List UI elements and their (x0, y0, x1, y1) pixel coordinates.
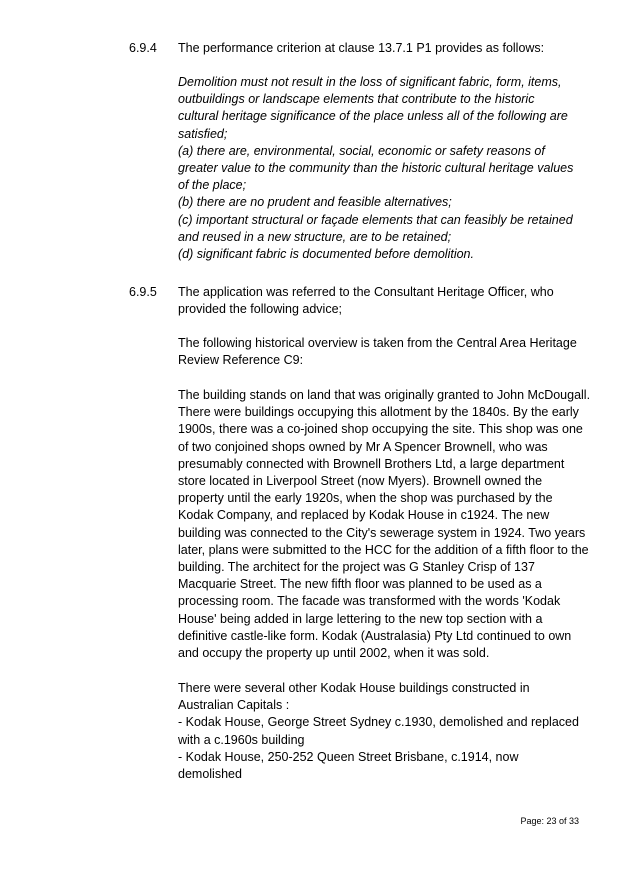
section-6-9-5-intro (178, 284, 554, 318)
historical-overview-intro (178, 335, 577, 369)
quote-line: (a) there are, environmental, social, economic or safety reasons of (178, 143, 545, 158)
section-number-6-9-5: 6.9.5 (129, 285, 157, 299)
other-line: demolished (178, 767, 242, 782)
quote-line: (b) there are no prudent and feasible alternatives; (178, 195, 452, 210)
section-number-6-9-4: 6.9.4 (129, 41, 157, 55)
page-number: Page: 23 of 33 (520, 816, 579, 826)
history-line: property until the early 1920s, when the shop was purchased by the (178, 491, 553, 506)
quote-line: cultural heritage significance of the place unless all of the following are (178, 109, 568, 124)
quote-line: (d) significant fabric is documented before demolition. (178, 247, 474, 262)
history-line: presumably connected with Brownell Brothers Ltd, a large department (178, 456, 565, 471)
history-line: House' being added in large lettering to the new top section with a (178, 611, 543, 626)
intro-line: The application was referred to the Consultant Heritage Officer, who (178, 285, 554, 299)
intro-line: provided the following advice; (178, 302, 342, 317)
quote-line: of the place; (178, 178, 247, 193)
quote-line: greater value to the community than the historic cultural heritage values (178, 161, 574, 176)
history-line: store located in Liverpool Street (now Myers). Brownell owned the (178, 474, 543, 489)
quote-line: outbuildings or landscape elements that contribute to the historic (178, 92, 535, 107)
overview-line: Review Reference C9: (178, 353, 304, 368)
other-line: with a c.1960s building (178, 732, 305, 747)
history-line: of two conjoined shops owned by Mr A Spencer Brownell, who was (178, 439, 548, 454)
performance-criterion-quote (178, 74, 573, 263)
history-line: 1900s, there was a co-joined shop occupying the site. This shop was one (178, 422, 583, 437)
history-line: Macquarie Street. The new fifth floor was planned to be used as a (178, 577, 542, 592)
history-line: building. The architect for the project was G Stanley Crisp of 137 (178, 560, 535, 575)
other-line: - Kodak House, George Street Sydney c.1930, demolished and replaced (178, 715, 579, 730)
history-line: processing room. The facade was transformed with the words 'Kodak (178, 594, 561, 609)
building-history-paragraph (178, 387, 590, 662)
quote-line: (c) important structural or façade elements that can feasibly be retained (178, 212, 573, 227)
section-6-9-4-intro: The performance criterion at clause 13.7.1 P1 provides as follows: (178, 41, 545, 55)
quote-line: satisfied; (178, 126, 228, 141)
history-line: building was connected to the City's sewerage system in 1924. Two years (178, 525, 586, 540)
history-line: definitive castle-like form. Kodak (Australasia) Pty Ltd continued to own (178, 628, 572, 643)
other-kodak-houses-paragraph (178, 680, 579, 783)
history-line: later, plans were submitted to the HCC for the addition of a fifth floor to the (178, 542, 589, 557)
history-line: There were buildings occupying this allotment by the 1840s. By the early (178, 405, 579, 420)
overview-line: The following historical overview is taken from the Central Area Heritage (178, 336, 577, 350)
quote-line: Demolition must not result in the loss of significant fabric, form, items, (178, 75, 562, 89)
other-line: Australian Capitals : (178, 698, 290, 713)
history-line: The building stands on land that was originally granted to John McDougall. (178, 388, 591, 402)
other-line: - Kodak House, 250-252 Queen Street Brisbane, c.1914, now (178, 749, 519, 764)
history-line: Kodak Company, and replaced by Kodak House in c1924. The new (178, 508, 550, 523)
history-line: and occupy the property up until 2002, when it was sold. (178, 646, 490, 661)
quote-line: and reused in a new structure, are to be retained; (178, 229, 452, 244)
other-line: There were several other Kodak House buildings constructed in (178, 681, 530, 695)
